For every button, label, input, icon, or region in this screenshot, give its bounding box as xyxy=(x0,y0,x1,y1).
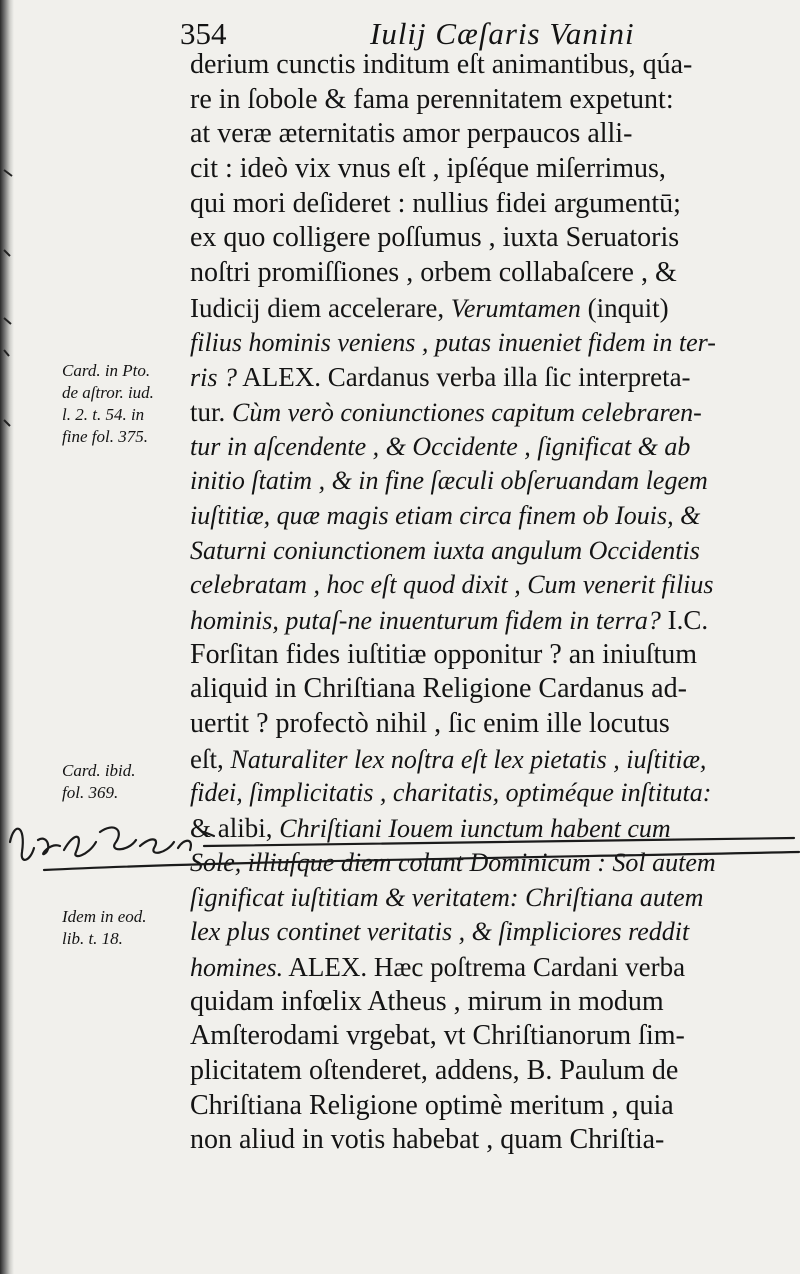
text-line xyxy=(190,881,780,916)
text-line xyxy=(190,360,780,395)
text-line xyxy=(190,152,780,187)
margin-note-cardanus-ibid xyxy=(62,760,182,804)
text-run: tur. xyxy=(190,396,233,427)
italic-run: Cùm verò coniunctiones capitum celebraren- xyxy=(232,397,702,427)
italic-run: hominis, putaſ-ne inuenturum fidem in terra? xyxy=(190,606,661,635)
italic-run: iuſtitiæ, quæ magis etiam circa finem ob Iouis, & xyxy=(190,500,701,530)
text-line xyxy=(190,256,780,291)
text-run: uertit ? profectò nihil , ſic enim ille locutus xyxy=(190,708,670,740)
text-line xyxy=(190,1123,780,1158)
italic-run: lex plus continet veritatis , & ſimpliciores reddit xyxy=(190,917,690,947)
text-run: Forſitan fides iuſtitiæ opponitur ? an iniuſtum xyxy=(190,638,698,670)
text-run: re in ſobole & fama perennitatem expetunt: xyxy=(190,83,674,115)
text-run: Iudicij diem accelerare, xyxy=(190,292,451,323)
italic-run: initio ſtatim , & in fine ſæculi obſeruandam legem xyxy=(190,466,708,496)
italic-run: Naturaliter lex noſtra eſt lex pietatis , iuſtitiæ, xyxy=(230,744,707,774)
italic-run: homines. xyxy=(190,952,284,982)
italic-run: tur in aſcendente , & Occidente , ſignificat & ab xyxy=(190,431,691,461)
italic-run: Chriſtiani Iouem iunctum habent cum xyxy=(279,814,671,844)
margin-note-line: l. 2. t. 54. in xyxy=(62,405,145,424)
text-line xyxy=(190,187,780,222)
text-line xyxy=(190,48,780,83)
text-line xyxy=(190,221,780,256)
margin-note-cardanus-ptolemy xyxy=(62,360,182,448)
text-run: non aliud in votis habebat , quam Chriſtia- xyxy=(190,1124,665,1156)
handwritten-annotation xyxy=(4,812,800,882)
italic-run: Sole, illiuſque diem colunt Dominicum : Sol autem xyxy=(190,847,716,877)
italic-run: celebratam , hoc eſt quod dixit , Cum venerit filius xyxy=(190,570,714,600)
text-run: noſtri promiſſiones , orbem collabaſcere , & xyxy=(190,257,677,289)
text-line xyxy=(190,950,780,985)
text-line xyxy=(190,915,780,950)
text-line xyxy=(190,83,780,118)
text-run: quidam infœlix Atheus , mirum in modum xyxy=(190,985,664,1017)
margin-note-line: Card. ibid. xyxy=(62,761,136,780)
page-number: 354 xyxy=(180,16,227,51)
italic-run: ris ? xyxy=(190,363,237,393)
text-line xyxy=(190,985,780,1020)
text-run: ALEX. Hæc poſtrema Cardani verba xyxy=(283,951,686,982)
body-text xyxy=(190,48,780,1158)
text-run: aliquid in Chriſtiana Religione Cardanus ad- xyxy=(190,673,687,705)
text-line xyxy=(190,430,780,465)
text-line xyxy=(190,1019,780,1054)
text-line xyxy=(190,291,780,326)
margin-note-line: lib. t. 18. xyxy=(62,929,123,948)
margin-note-line: fine fol. 375. xyxy=(62,427,148,446)
margin-note-idem xyxy=(62,906,182,950)
text-line xyxy=(190,534,780,569)
margin-note-line: Idem in eod. xyxy=(62,907,147,926)
text-line xyxy=(190,742,780,777)
running-title: Iulij Cæſaris Vanini xyxy=(370,16,635,51)
text-run: ALEX. Cardanus verba illa ſic interpreta- xyxy=(236,362,691,393)
italic-run: Verumtamen xyxy=(450,293,581,323)
text-run: & alibi, xyxy=(190,813,280,844)
text-line xyxy=(190,464,780,499)
margin-note-line: de aſtror. iud. xyxy=(62,383,154,402)
text-line xyxy=(190,499,780,534)
text-line xyxy=(190,707,780,742)
text-run: qui mori deſideret : nullius fidei argumentū; xyxy=(190,187,681,219)
italic-run: fidei, ſimplicitatis , charitatis, optiméque inſtituta: xyxy=(190,778,712,808)
text-run: derium cunctis inditum eſt animantibus, qúa- xyxy=(190,49,693,80)
text-line xyxy=(190,1054,780,1089)
text-line xyxy=(190,603,780,638)
text-run: I.C. xyxy=(660,605,709,635)
text-run: eſt, xyxy=(190,743,231,774)
italic-run: ſignificat iuſtitiam & veritatem: Chriſtiana autem xyxy=(190,882,704,912)
text-run: at veræ æternitatis amor perpaucos alli- xyxy=(190,118,633,150)
text-line xyxy=(190,672,780,707)
text-run: (inquit) xyxy=(580,292,669,323)
italic-run: Saturni coniunctionem iuxta angulum Occidentis xyxy=(190,535,700,565)
page-edge-marks xyxy=(0,0,20,1274)
text-line xyxy=(190,568,780,603)
text-line xyxy=(190,326,780,361)
margin-note-line: Card. in Pto. xyxy=(62,361,151,380)
text-run: Chriſtiana Religione optimè meritum , quia xyxy=(190,1089,674,1121)
text-run: plicitatem oſtenderet, addens, B. Paulum de xyxy=(190,1054,679,1086)
margin-note-line: fol. 369. xyxy=(62,783,119,802)
text-run: cit : ideò vix vnus eſt , ipſéque miſerrimus, xyxy=(190,153,666,185)
text-line xyxy=(190,638,780,673)
text-line xyxy=(190,117,780,152)
text-run: Amſterodami vrgebat, vt Chriſtianorum ſim- xyxy=(190,1020,685,1052)
italic-run: filius hominis veniens , putas inueniet fidem in ter- xyxy=(190,327,716,357)
text-line xyxy=(190,395,780,430)
text-line xyxy=(190,1089,780,1124)
text-run: ex quo colligere poſſumus , iuxta Seruatoris xyxy=(190,222,680,254)
text-line xyxy=(190,776,780,811)
